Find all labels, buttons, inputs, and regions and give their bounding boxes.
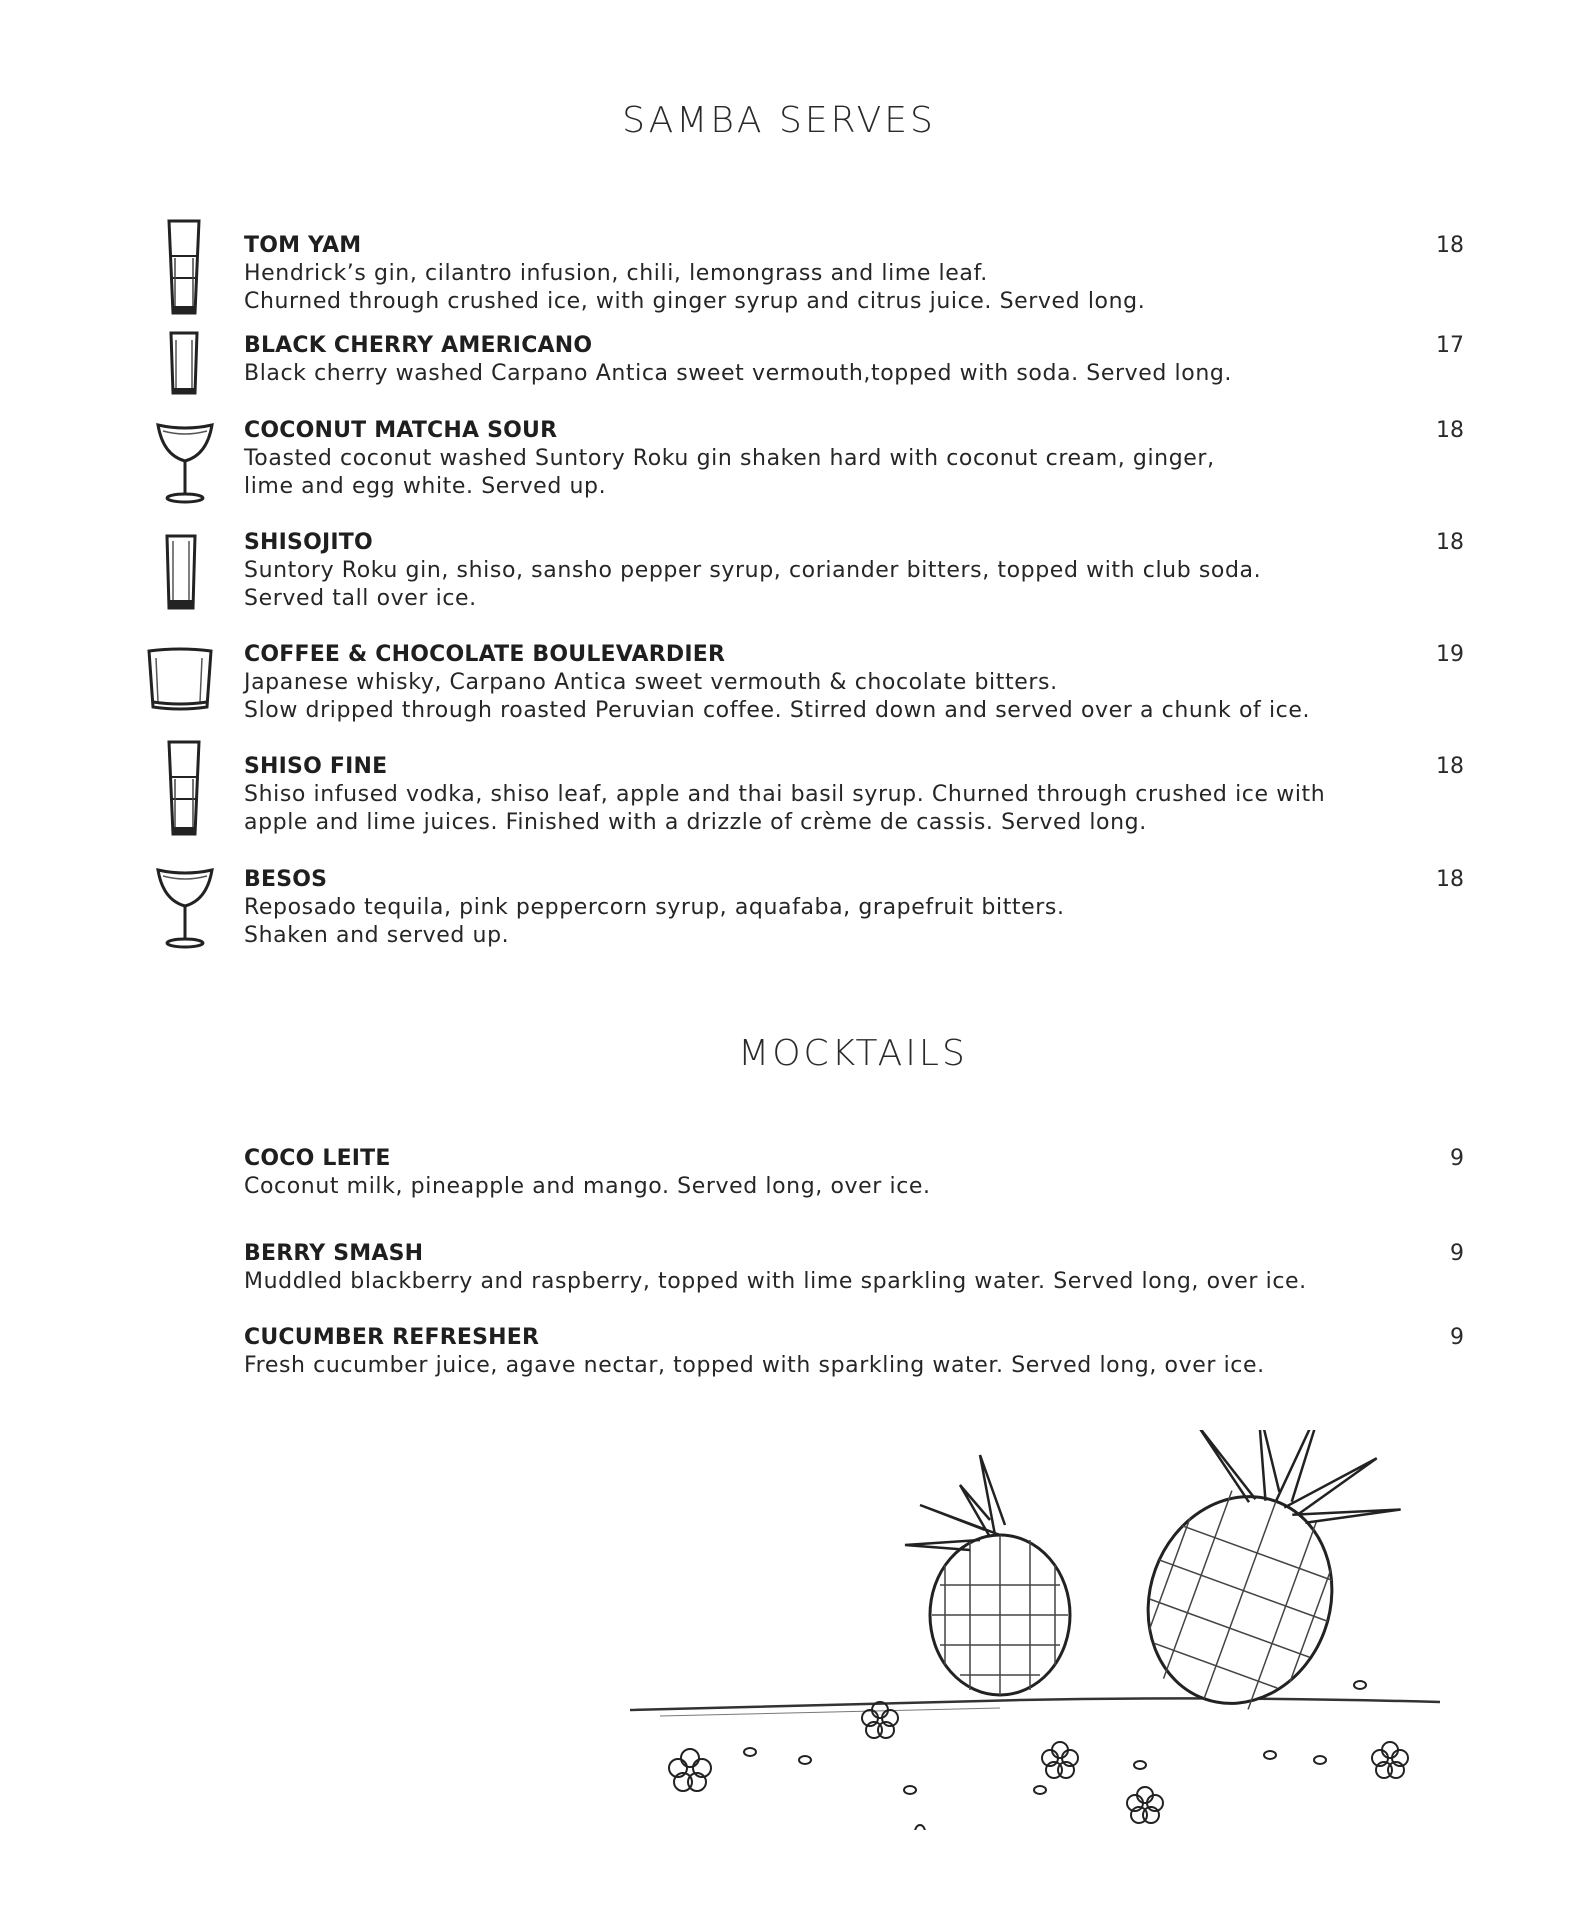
- item-price: 18: [1436, 867, 1464, 892]
- item-name: CUCUMBER REFRESHER: [244, 1325, 540, 1350]
- item-description: Fresh cucumber juice, agave nectar, topped with sparkling water. Served long, over ice.: [244, 1353, 1265, 1378]
- item-name: BESOS: [244, 867, 328, 892]
- item-price: 9: [1450, 1241, 1464, 1266]
- menu-item-shiso-fine: [244, 753, 1464, 837]
- item-price: 18: [1436, 233, 1464, 258]
- item-price: 9: [1450, 1146, 1464, 1171]
- item-price: 19: [1436, 642, 1464, 667]
- item-name: SHISO FINE: [244, 754, 388, 779]
- coupe-glass-icon: [155, 421, 215, 505]
- highball-glass-icon: [168, 330, 200, 396]
- menu-item-berry-smash: [244, 1240, 1464, 1296]
- menu-item-shisojito: [244, 529, 1464, 613]
- collins-glass-icon: [164, 533, 198, 611]
- item-price: 17: [1436, 333, 1464, 358]
- menu-item-tom-yam: [244, 232, 1464, 316]
- menu-item-black-cherry-americano: [244, 332, 1464, 388]
- item-description: Muddled blackberry and raspberry, topped with lime sparkling water. Served long, over ice.: [244, 1269, 1307, 1294]
- item-description: Coconut milk, pineapple and mango. Served long, over ice.: [244, 1174, 931, 1199]
- item-price: 18: [1436, 418, 1464, 443]
- item-name: BERRY SMASH: [244, 1241, 424, 1266]
- item-description: Shiso infused vodka, shiso leaf, apple and thai basil syrup. Churned through crushed ice with apple and lime juices. Finished with a drizzle of crème de cassis. Served long.: [244, 782, 1326, 835]
- item-description: Toasted coconut washed Suntory Roku gin shaken hard with coconut cream, ginger, lime and egg white. Served up.: [244, 446, 1215, 499]
- item-price: 18: [1436, 754, 1464, 779]
- coupe-glass-icon: [155, 866, 215, 950]
- item-description: Suntory Roku gin, shiso, sansho pepper syrup, coriander bitters, topped with club soda. Served tall over ice.: [244, 558, 1262, 611]
- menu-item-coconut-matcha-sour: [244, 417, 1464, 501]
- section-title-samba-serves: SAMBA SERVES: [622, 100, 936, 141]
- item-description: Black cherry washed Carpano Antica sweet vermouth,topped with soda. Served long.: [244, 361, 1233, 386]
- tall-glass-icon: [166, 739, 202, 837]
- item-description: Reposado tequila, pink peppercorn syrup, aquafaba, grapefruit bitters. Shaken and served up.: [244, 895, 1065, 948]
- item-name: SHISOJITO: [244, 530, 373, 555]
- item-name: TOM YAM: [244, 233, 362, 258]
- item-price: 9: [1450, 1325, 1464, 1350]
- menu-item-coco-leite: [244, 1145, 1464, 1201]
- pineapple-illustration: [620, 1430, 1450, 1830]
- item-name: COCONUT MATCHA SOUR: [244, 418, 558, 443]
- section-title-mocktails: MOCKTAILS: [738, 1033, 968, 1074]
- item-name: BLACK CHERRY AMERICANO: [244, 333, 593, 358]
- item-name: COFFEE & CHOCOLATE BOULEVARDIER: [244, 642, 726, 667]
- menu-item-cucumber-refresher: [244, 1324, 1464, 1380]
- item-description: Hendrick’s gin, cilantro infusion, chili, lemongrass and lime leaf. Churned through crushed ice, with ginger syrup and citrus juice. Served long.: [244, 261, 1146, 314]
- menu-item-coffee-chocolate-boulevardier: [244, 641, 1464, 725]
- item-price: 18: [1436, 530, 1464, 555]
- item-description: Japanese whisky, Carpano Antica sweet vermouth & chocolate bitters. Slow dripped through roasted Peruvian coffee. Stirred down and served over a chunk of ice.: [244, 670, 1311, 723]
- rocks-glass-icon: [146, 646, 214, 712]
- menu-item-besos: [244, 866, 1464, 950]
- tall-glass-icon: [166, 218, 202, 316]
- item-name: COCO LEITE: [244, 1146, 391, 1171]
